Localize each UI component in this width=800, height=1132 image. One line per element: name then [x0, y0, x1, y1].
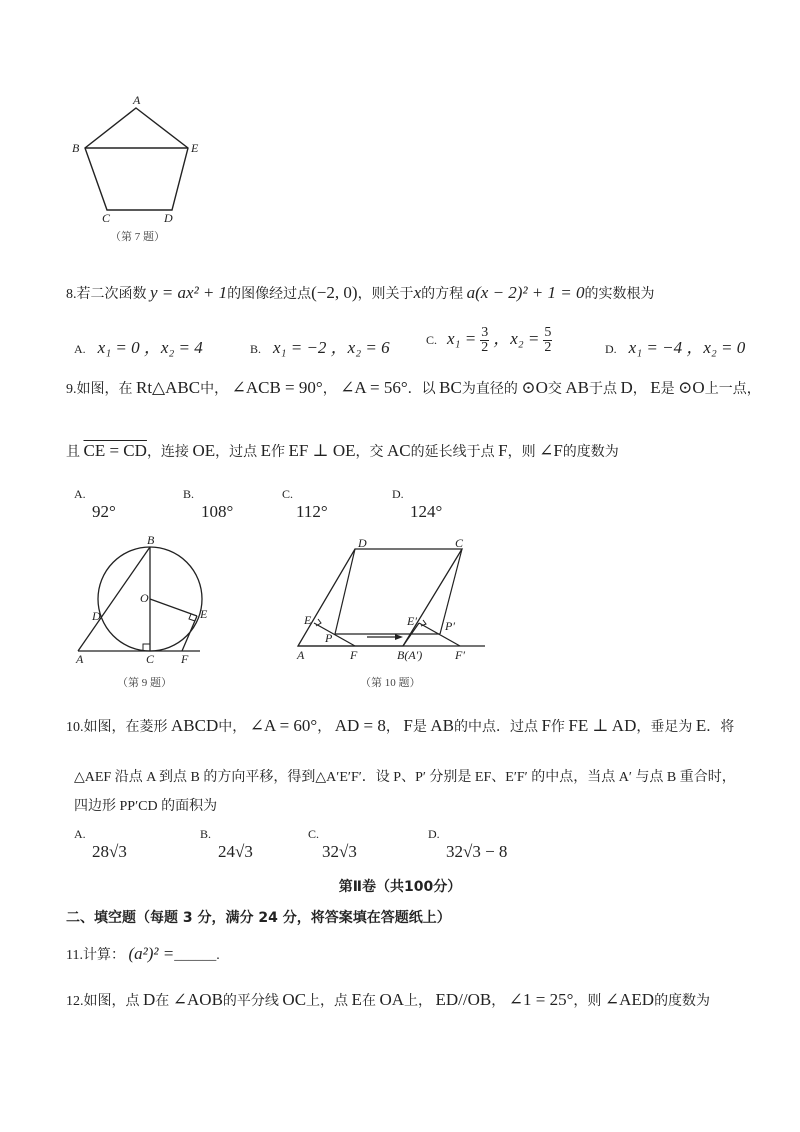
q12-math: ∠AOB [172, 990, 223, 1009]
q10-text: 作 [550, 720, 565, 735]
q12-text: ， [491, 994, 506, 1009]
q12-math: OA [379, 990, 404, 1009]
option-value: 32√3 [322, 842, 357, 861]
option-label: B. [200, 827, 212, 841]
fig7-label-b: B [72, 141, 80, 155]
q8-text: 若二次函数 [76, 287, 147, 302]
q9-text: ， [632, 382, 647, 397]
fig9-label-o: O [140, 591, 149, 605]
q11-period: . [216, 948, 220, 963]
option-value: x₁ = −2 ，x₂ = 6 [273, 338, 390, 357]
q9-text: 的延长线于点 [410, 445, 495, 460]
option-value: 92° [92, 502, 116, 521]
q12-stem [66, 990, 710, 1010]
q10-math: FE ⊥ AD [568, 716, 637, 735]
q8-text: 的实数根为 [584, 287, 655, 302]
option-value: 124° [410, 502, 443, 521]
q9-text: 为直径的 [461, 382, 518, 397]
fraction-x1: $\frac{3}{2}$ [481, 324, 489, 355]
fig9-label-e: E [200, 607, 208, 621]
q9-math: ⊙O [521, 378, 548, 397]
fig9-label-f: F [181, 652, 189, 666]
q8-option-b [250, 333, 390, 358]
q10-text: 中， [218, 720, 247, 735]
option-value: 112° [296, 502, 328, 521]
q10-stem-line2: △AEF 沿点 A 到点 B 的方向平移，得到△A′E′F′．设 P、P′ 分别是 EF、E′F′ 的中点，当点 A′ 与点 B 重合时， [74, 770, 736, 785]
q10-math: ABCD [171, 716, 219, 735]
option-label: B. [183, 487, 195, 501]
q10-math: F [403, 716, 413, 735]
q12-math: ∠AED [604, 990, 655, 1009]
pentagon-shape [85, 108, 188, 210]
fig9-label-a: A [76, 652, 84, 666]
q10-math: E [695, 716, 707, 735]
q12-text: 在 [155, 994, 170, 1009]
section-heading: 二、填空题（每题 3 分，满分 24 分，将答案填在答题纸上） [66, 910, 451, 926]
q10-number: 10. [66, 720, 84, 735]
option-label: D. [428, 827, 440, 841]
fig7-label-d: D [164, 211, 173, 225]
q11-stem [66, 944, 220, 964]
q10-math: AB [430, 716, 454, 735]
q9-text: 交 [547, 382, 562, 397]
q9-option-b [183, 487, 233, 522]
q9-math: EF ⊥ OE [288, 441, 356, 460]
option-value: 32√3 − 8 [446, 842, 508, 861]
option-label: A. [74, 487, 86, 501]
option-label: C. [308, 827, 320, 841]
q8-function: y = ax² + 1 [150, 283, 228, 302]
q12-text: 的度数为 [654, 994, 711, 1009]
q9-math: BC [439, 378, 462, 397]
q9-text: ，过点 [215, 445, 258, 460]
q9-text: ，交 [355, 445, 384, 460]
q12-math: D [143, 990, 156, 1009]
q9-text: 且 [66, 445, 80, 460]
q10-text: ．将 [706, 720, 735, 735]
fig7-caption: （第 7 题） [110, 231, 165, 243]
fig9-label-b: B [147, 533, 155, 547]
fig9-caption: （第 9 题） [117, 677, 172, 689]
q9-math: AB [565, 378, 589, 397]
fig7-label-c: C [102, 211, 111, 225]
q12-number: 12. [66, 994, 84, 1009]
fig10-caption: （第 10 题） [360, 677, 421, 689]
q9-math: D [620, 378, 633, 397]
section-title: 第Ⅱ卷（共100分） [338, 879, 462, 895]
q12-text: 如图，点 [83, 994, 140, 1009]
q10-option-c [308, 827, 357, 862]
option-value: x₁ = 0 ，x₂ = 4 [97, 338, 203, 357]
q9-math: ⊙O [678, 378, 705, 397]
q12-math: E [351, 990, 362, 1009]
fig10-label-b-a-prime: B(A′) [397, 648, 423, 662]
option-label: B. [250, 342, 262, 356]
q8-text: 的方程 [421, 287, 464, 302]
q12-text: ，则 [573, 994, 602, 1009]
q10-text: 如图，在菱形 [83, 720, 168, 735]
q12-math: OC [282, 990, 307, 1009]
q8-equation: a(x − 2)² + 1 = 0 [466, 283, 585, 302]
q8-variable: x [413, 283, 422, 302]
q9-option-a [74, 487, 116, 522]
option-label: C. [426, 333, 438, 347]
q9-text: 的度数为 [562, 445, 619, 460]
q8-option-d [605, 333, 745, 358]
q9-math: OE [192, 441, 216, 460]
q8-number: 8. [66, 287, 77, 302]
option-label: D. [605, 342, 617, 356]
q9-math: F [498, 441, 508, 460]
q10-option-a [74, 827, 127, 862]
q8-stem [66, 283, 655, 303]
option-label: A. [74, 827, 86, 841]
q8-point: (−2, 0) [311, 283, 358, 302]
option-label: C. [282, 487, 294, 501]
fig10-label-d: D [358, 536, 367, 550]
q12-math: ∠1 = 25° [508, 990, 574, 1009]
option-value: 24√3 [218, 842, 253, 861]
q9-math: ∠ACB = 90° [231, 378, 323, 397]
q10-option-b [200, 827, 253, 862]
q11-expression: (a²)² = [128, 944, 175, 963]
q9-math: ∠F [539, 441, 563, 460]
q8-text: ，则关于 [357, 287, 414, 302]
q10-stem-line3: 四边形 PP′CD 的面积为 [74, 799, 218, 814]
q9-option-d [392, 487, 442, 522]
q12-text: 的平分线 [222, 994, 279, 1009]
q9-text: ．以 [407, 382, 436, 397]
q9-text: 于点 [589, 382, 617, 397]
figure-7 [60, 92, 220, 227]
q8-option-a [74, 333, 203, 358]
fig10-label-f: F [350, 648, 358, 662]
fig9-label-c: C [146, 652, 155, 666]
q10-text: 是 [412, 720, 427, 735]
q9-text: 上一点， [704, 382, 761, 397]
q11-text: 计算： [82, 948, 125, 963]
fig7-label-e: E [191, 141, 199, 155]
q9-math: E [260, 441, 271, 460]
q10-text: 的中点．过点 [453, 720, 538, 735]
fraction-x2: $\frac{5}{2}$ [544, 324, 552, 355]
q11-number: 11. [66, 948, 83, 963]
fig10-label-f-prime: F′ [455, 648, 465, 662]
q9-text: 作 [271, 445, 285, 460]
q9-option-c [282, 487, 328, 522]
q8-text: 的图像经过点 [227, 287, 312, 302]
q12-text: 上， [404, 994, 432, 1009]
fig10-label-e: E [304, 613, 312, 627]
q9-text: ，连接 [146, 445, 189, 460]
fig10-label-c: C [455, 536, 464, 550]
fig9-label-d: D [92, 609, 101, 623]
q10-text: ， [385, 720, 400, 735]
q9-math: AC [387, 441, 411, 460]
q9-text: 中， [200, 382, 229, 397]
q9-stem-line2 [66, 441, 619, 461]
option-label: A. [74, 342, 86, 356]
figure-9 [70, 532, 220, 667]
q9-math: Rt△ABC [136, 378, 201, 397]
q9-stem-line1 [66, 378, 761, 398]
fig10-label-p: P [325, 631, 333, 645]
q10-math: F [541, 716, 551, 735]
option-value: 108° [201, 502, 234, 521]
q10-option-d [428, 827, 507, 862]
q12-text: 在 [361, 994, 376, 1009]
q8-option-c: C. x₁ = $\frac{3}{2}$ ，x₂ = $\frac{5}{2}$ [426, 324, 552, 355]
q9-number: 9. [66, 382, 77, 397]
q9-text: ，则 [507, 445, 536, 460]
q9-math: ∠A = 56° [340, 378, 408, 397]
q12-text: 上，点 [306, 994, 349, 1009]
fig10-label-a: A [297, 648, 305, 662]
q10-stem-line1 [66, 716, 734, 736]
q9-text: 是 [660, 382, 675, 397]
q10-math: ∠A = 60° [249, 716, 318, 735]
fig10-label-p-prime: P′ [445, 619, 455, 633]
option-value: x₁ = −4 ，x₂ = 0 [628, 338, 746, 357]
answer-blank[interactable]: ______ [174, 948, 217, 963]
q9-math: E [650, 378, 661, 397]
q9-text: 如图，在 [76, 382, 133, 397]
q10-text: ，垂足为 [636, 720, 693, 735]
q9-math: CE = CD [83, 441, 147, 460]
fig10-label-e-prime: E′ [407, 614, 417, 628]
q10-text: ， [317, 720, 332, 735]
q10-math: AD = 8 [334, 716, 386, 735]
option-label: D. [392, 487, 404, 501]
fig7-label-a: A [133, 93, 141, 107]
q9-text: ， [322, 382, 337, 397]
figure-10 [295, 535, 495, 667]
q12-math: ED//OB [435, 990, 492, 1009]
option-value: 28√3 [92, 842, 127, 861]
